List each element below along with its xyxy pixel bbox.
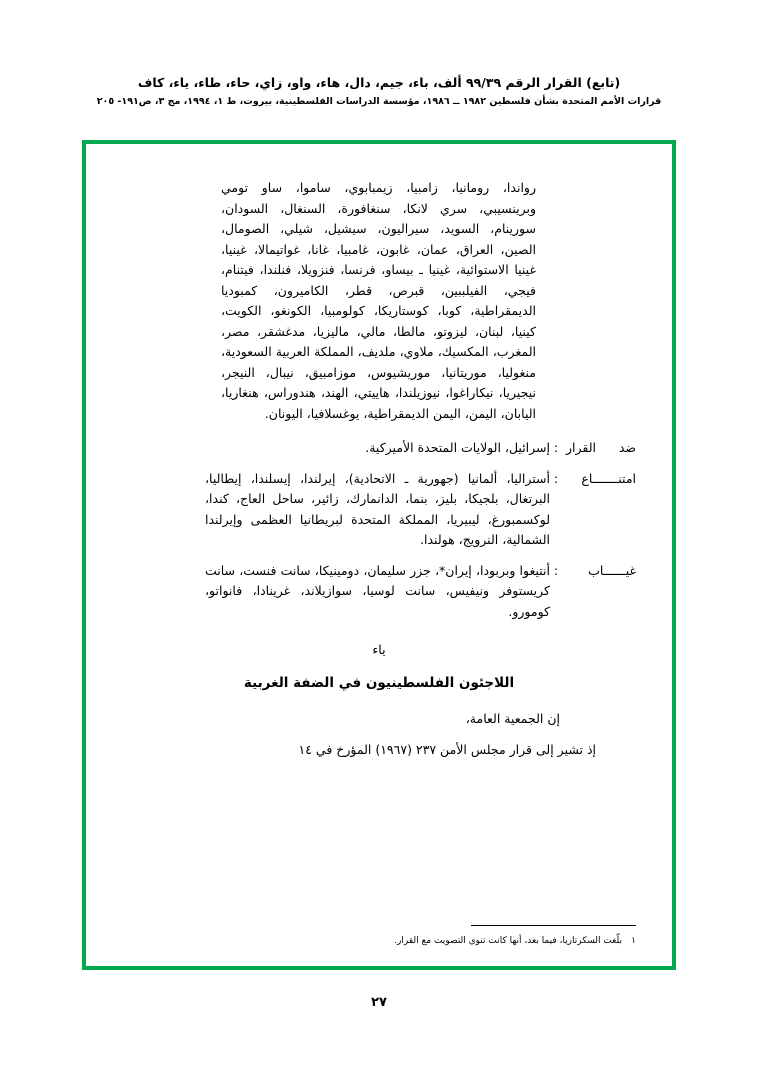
vote-row (122, 438, 636, 459)
footnote-marker: ١ (631, 936, 636, 946)
footnote-text: بلّغت السكرتاريا، فيما بعد، أنها كانت تنوي التصويت مع القرار. (394, 936, 622, 946)
paragraph-recalling: إذ تشير إلى قرار مجلس الأمن ٢٣٧ (١٩٦٧) المؤرخ في ١٤ (298, 742, 596, 757)
vote-separator: : (553, 440, 559, 455)
vote-label-against: ضد القرار (566, 440, 636, 455)
green-content-frame (82, 140, 676, 970)
vote-text-abstain: أستراليا، ألمانيا (جهورية ـ الاتحادية)، إيرلندا، إيسلندا، إيطاليا، البرتغال، بلجيكا، بليز، بنما، الدانمارك، زائير، ساحل العاج، كندا، لوكسمبورغ، ليبيريا، المملكة المتحدة لبريطانيا العظمى وإيرلندا الشمالية، النرويج، هولندا. (205, 470, 550, 547)
vote-results (122, 438, 636, 622)
vote-text-against: إسرائيل، الولايات المتحدة الأميركية. (365, 440, 550, 455)
vote-row (122, 469, 636, 551)
header-title: (تابع) القرار الرقم ٩٩/٣٩ ألف، باء، جيم، دال، هاء، واو، زاي، حاء، طاء، ياء، كاف (137, 75, 621, 90)
vote-label-absent: غيــــــاب (588, 562, 636, 578)
page-number: ٢٧ (371, 995, 387, 1010)
vote-text-absent: أنتيغوا وبربودا، إيران*، جزر سليمان، دومينيكا، سانت فنست، سانت كريستوفر ونيفيس، سانت لوسيا، سوازيلاند، غرينادا، فانواتو، كومورو. (205, 562, 550, 619)
page-header (0, 74, 758, 110)
footnote (306, 934, 636, 948)
vote-label-abstain: امتنـــــــاع (581, 470, 636, 486)
footnote-rule (471, 925, 636, 926)
footnote-block (306, 925, 636, 948)
vote-separator: : (553, 470, 559, 486)
section-title: اللاجئون الفلسطينيون في الضفة الغربية (243, 675, 515, 691)
vote-row (122, 561, 636, 623)
header-subtitle: قرارات الأمم المتحدة بشأن فلسطين ١٩٨٢ ــ ١٩٨٦، مؤسسة الدراسات الفلسطينية، بيروت، ط ١، ١٩٩٤، مج ٣، ص١٩١- ٢٠٥ (96, 96, 662, 107)
vote-separator: : (553, 562, 559, 578)
country-list-paragraph: رواندا، رومانيا، زامبيا، زيمبابوي، ساموا، ساو تومي وبرينسيبي، سري لانكا، سنغافورة، السنغال، السودان، سورينام، السويد، سيراليون، سيشيل، شيلي، الصومال، الصين، العراق، عمان، غابون، غامبيا، غانا، غواتيمالا، غينيا، غينيا الاستوائية، غينيا ـ بيساو، فرنسا، فنزويلا، فنلندا، فيتنام، فيجي، الفيلببين، قبرص، قطر، الكاميرون، كمبوديا الديمقراطية، كوبا، كوستاريكا، كولومبيا، الكونغو، الكويت، كينيا، لبنان، ليزوتو، مالطا، مالي، ماليزيا، مدغشقر، مصر، المغرب، المكسيك، ملاوي، ملديف، المملكة العربية السعودية، منغوليا، موريتانيا، موريشيوس، موزامبيق، نيبال، النيجر، نيجيريا، نيكاراغوا، نيوزيلندا، هاييتي، الهند، هندوراس، هنغاريا، اليابان، اليمن، اليمن الديمقراطية، يوغسلافيا، اليونان. (221, 180, 536, 421)
frame-inner (86, 144, 672, 966)
section-letter: ياء (372, 642, 386, 657)
paragraph-assembly: إن الجمعية العامة، (465, 711, 560, 726)
